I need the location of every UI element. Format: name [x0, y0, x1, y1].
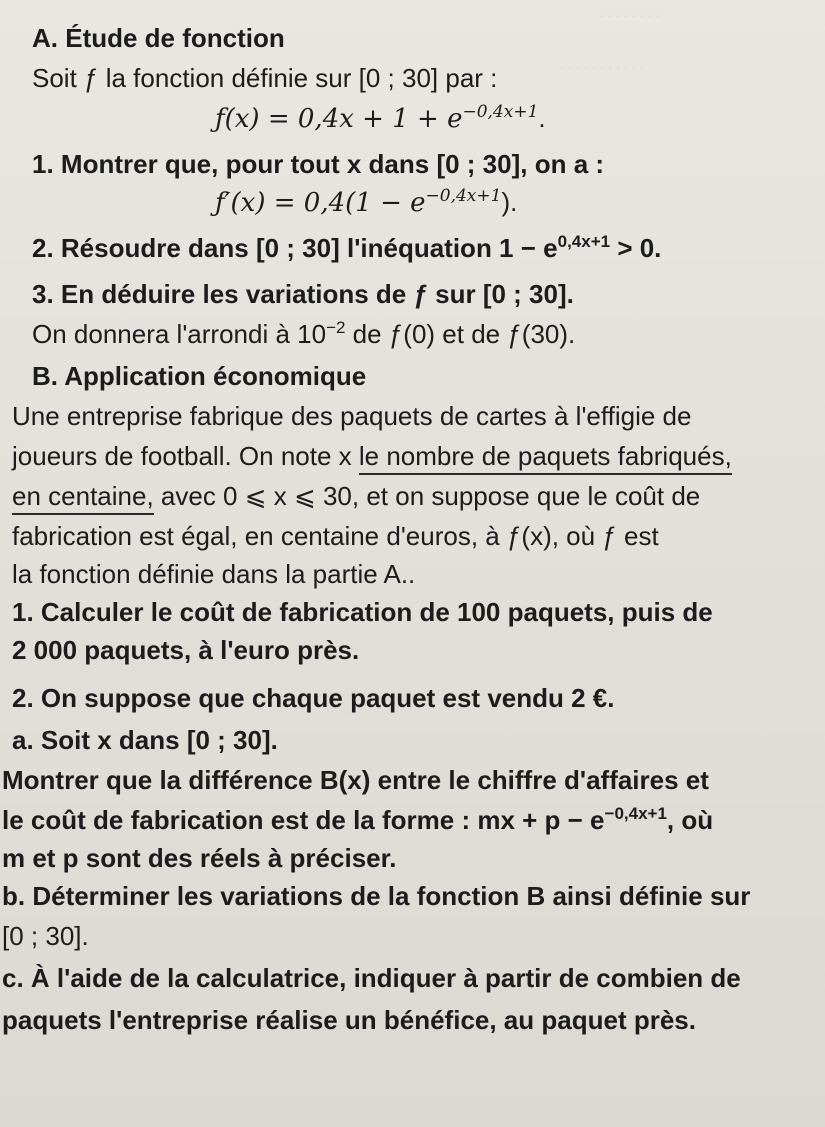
paragraph-line-3-underlined: en centaine, — [12, 481, 154, 515]
question-a1: 1. Montrer que, pour tout x dans [0 ; 30], on a : — [32, 149, 605, 179]
section-a-intro: Soit ƒ la fonction définie sur [0 ; 30] par : — [32, 63, 498, 93]
question-b2a-exponent: −0,4x+1 — [604, 804, 667, 823]
paragraph-line-1: Une entreprise fabrique des paquets de cartes à l'effigie de — [12, 401, 692, 431]
paragraph-line-5: la fonction définie dans la partie A.. — [12, 559, 416, 589]
question-b2a-line-2-b: , où — [666, 805, 714, 835]
paragraph-line-2-a: joueurs de football. On note x — [12, 441, 359, 471]
section-a-title: A. Étude de fonction — [32, 23, 285, 53]
rounding-exponent: −2 — [326, 318, 346, 337]
question-b2: 2. On suppose que chaque paquet est vendu 2 €. — [12, 683, 615, 713]
paragraph-line-2-underlined: le nombre de paquets fabriqués, — [359, 441, 732, 475]
question-b2c-line-1: c. À l'aide de la calculatrice, indiquer à partir de combien de — [2, 963, 741, 993]
question-b2a: a. Soit x dans [0 ; 30]. — [12, 725, 278, 755]
function-definition — [215, 102, 546, 135]
question-b2b-line-1: b. Déterminer les variations de la fonction B ainsi définie sur — [2, 881, 751, 911]
question-a3: 3. En déduire les variations de ƒ sur [0 ; 30]. — [32, 279, 574, 309]
function-end: . — [538, 103, 546, 133]
exercise-page: · · · · · · · · · · · · · · · · · · · A. Étude de fonction Soit ƒ la fonction définie sur [0 ; 30] par : ƒ(x) = $0,4x + 1 + e^{-0,4x+1}$. 1. Montrer que, pour tout x dans [0 ; 30], on a : ƒ′(x) = $0,4(1 - e^{-0,4x+1})$. 2. Résoudre dans [0 ; 30] l'inéquation $1 - e^{0,4x+1} > 0$. 3. En déduire les variations de ƒ sur [0 ; 30]. On donnera l'arrondi à $10^{-2}$ de ƒ(0) et de ƒ(30). B. Application économique Une entreprise fabrique des paquets de cartes à l'effigie de joueurs de football. On note x le nombre de paquets fabriqués, en centaine, avec 0 ⩽ x ⩽ 30, et on suppose que le coût de fabrication est égal, en centaine d'euros, à ƒ(x), où ƒ est la fonction définie dans la partie A.. 1. Calculer le coût de fabrication de 100 paquets, puis de 2 000 paquets, à l'euro près. 2. On suppose que chaque paquet est vendu 2 €. a. Soit x dans [0 ; 30]. Montrer que la différence B(x) entre le chiffre d'affaires et le coût de fabrication est de la forme : mx + $p - e^{-0,4x+1}$, où m et p sont des réels à préciser. b. Déterminer les variations de la fonction B ainsi définie sur [0 ; 30]. c. À l'aide de la calculatrice, indiquer à partir de combien de paquets l'entreprise réalise un bénéfice, au paquet près. — [2, 8, 751, 1035]
question-b2a-line-2 — [2, 804, 713, 836]
question-b2b-line-2: [0 ; 30]. — [2, 921, 89, 951]
question-a2-exponent: 0,4x+1 — [557, 232, 611, 251]
section-b-title: B. Application économique — [32, 361, 367, 391]
paragraph-line-4: fabrication est égal, en centaine d'euros, à ƒ(x), où ƒ est — [12, 521, 659, 551]
question-b2a-line-2-a: le coût de fabrication est de la forme : mx + p − e — [2, 805, 605, 835]
question-b2a-line-1: Montrer que la différence B(x) entre le chiffre d'affaires et — [2, 765, 709, 795]
question-a2-text: 2. Résoudre dans [0 ; 30] l'inéquation 1 − e — [32, 233, 558, 263]
derivative-text: ƒ′(x) = 0,4(1 − e — [215, 188, 426, 218]
derivative-exponent: −0,4x+1 — [425, 186, 502, 206]
question-a2 — [32, 232, 661, 264]
derivative-formula — [215, 186, 517, 219]
rounding-text-a: On donnera l'arrondi à 10 — [32, 319, 327, 349]
paragraph-line-3-b: avec 0 ⩽ x ⩽ 30, et on suppose que le coût de — [153, 481, 701, 511]
question-a3-rounding — [32, 318, 575, 350]
paragraph-line-3 — [12, 480, 700, 512]
question-b1-line-2: 2 000 paquets, à l'euro près. — [12, 635, 360, 665]
question-a2-end: > 0. — [610, 233, 662, 263]
question-b2a-line-3: m et p sont des réels à préciser. — [2, 843, 397, 873]
paragraph-line-2 — [12, 440, 732, 472]
function-exponent: −0,4x+1 — [462, 102, 539, 122]
rounding-text-b: de ƒ(0) et de ƒ(30). — [345, 319, 576, 349]
question-b2c-line-2: paquets l'entreprise réalise un bénéfice, au paquet près. — [2, 1005, 696, 1035]
function-formula: ƒ(x) = 0,4x + 1 + e — [215, 104, 463, 134]
question-b1-line-1: 1. Calculer le coût de fabrication de 100 paquets, puis de — [12, 597, 713, 627]
derivative-end: ). — [501, 187, 518, 217]
